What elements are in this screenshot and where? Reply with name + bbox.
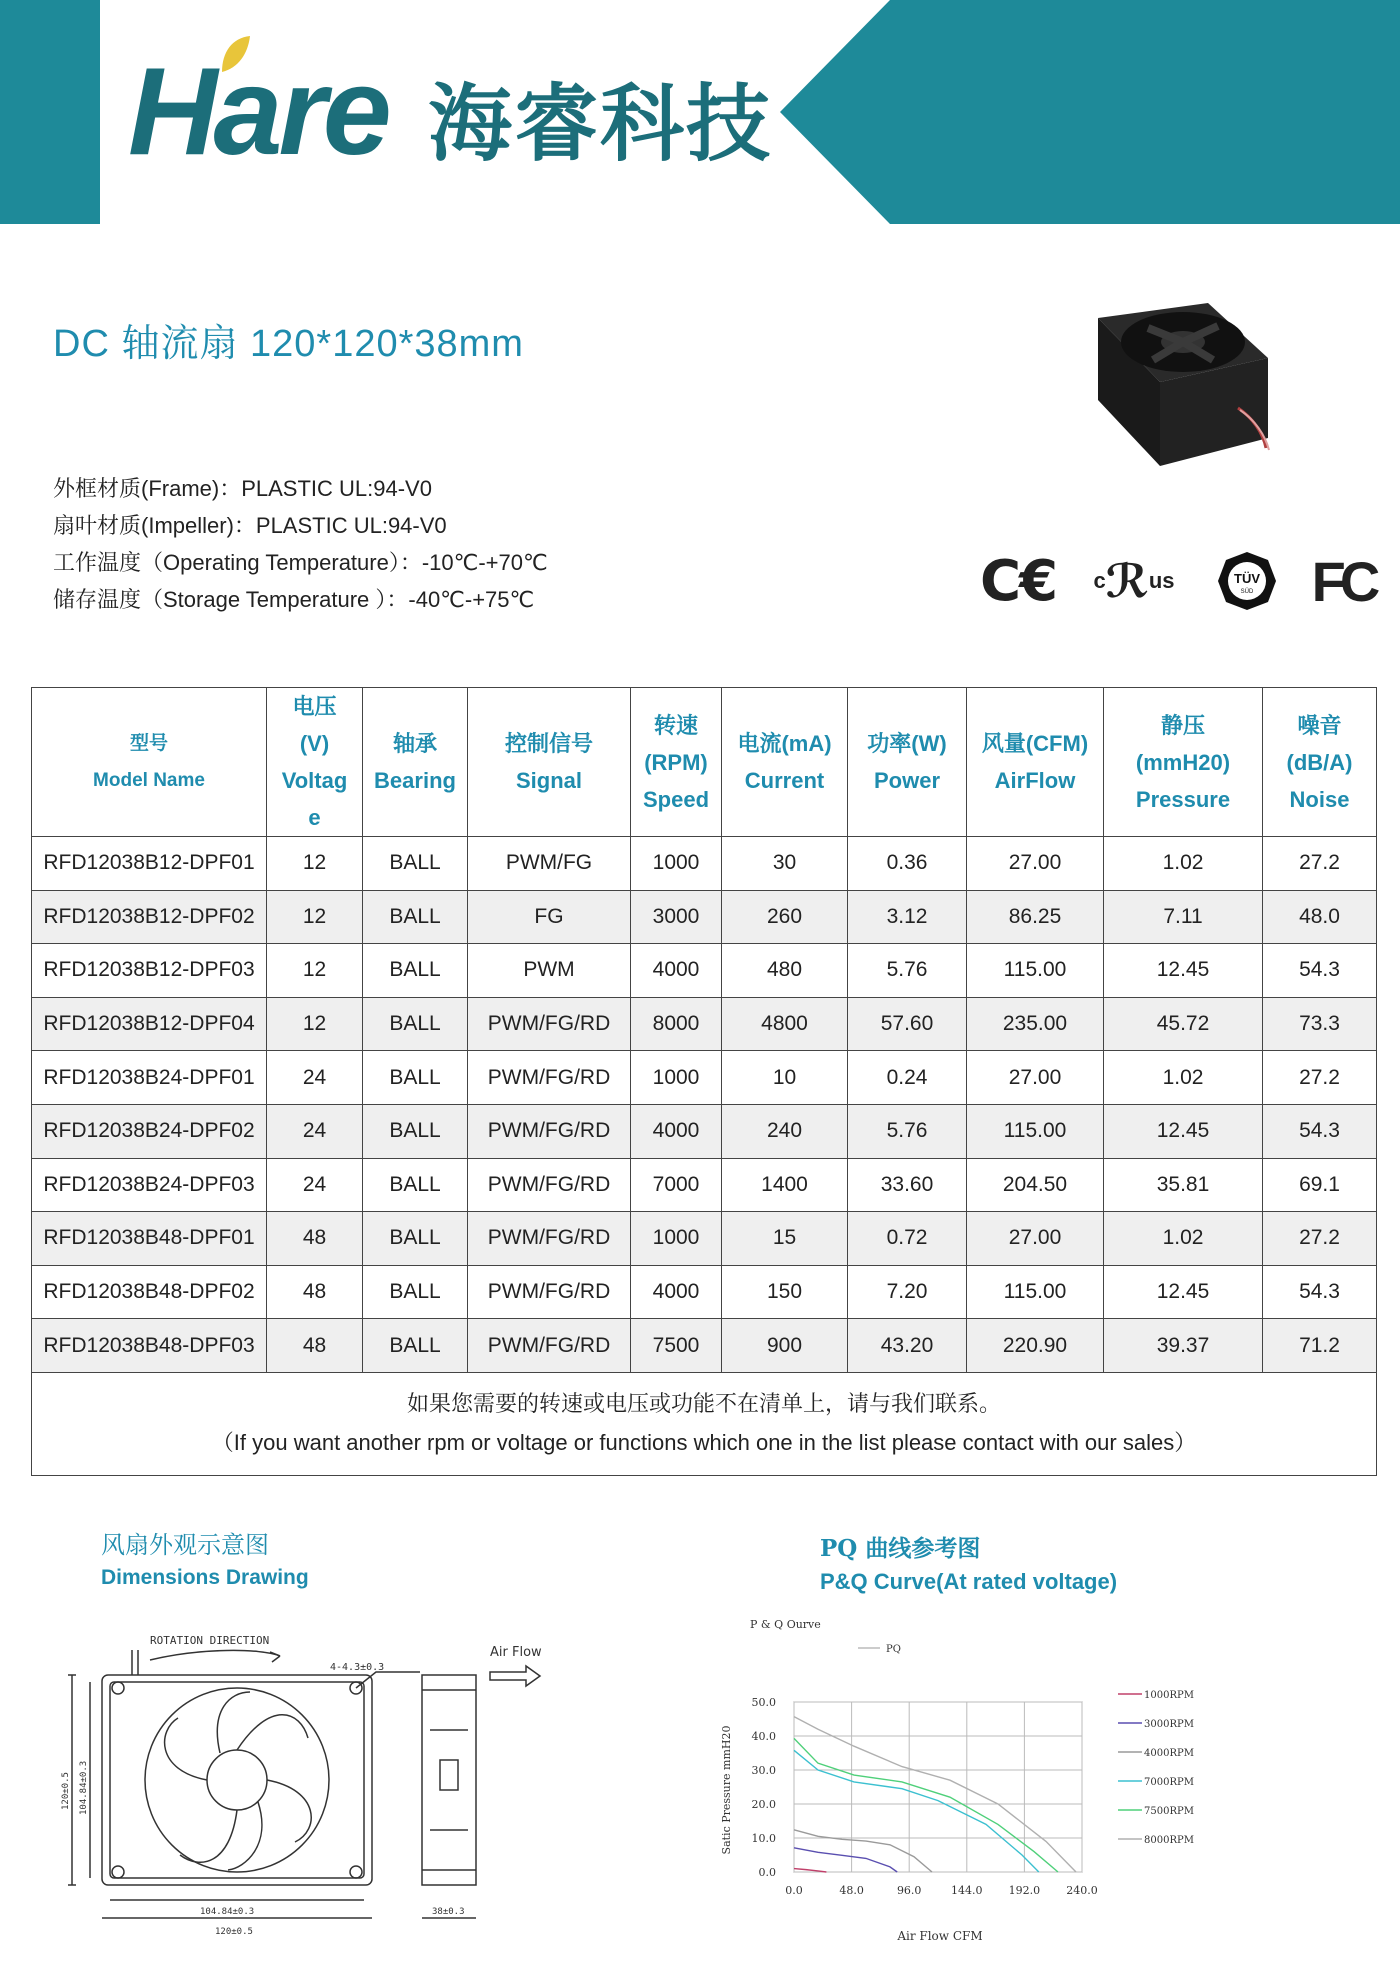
fcc-mark-icon: FC <box>1311 549 1375 613</box>
table-cell: 5.76 <box>848 1104 967 1158</box>
table-cell: 4000 <box>631 1265 722 1319</box>
table-cell: 24 <box>267 1158 363 1212</box>
pq-legend-label: PQ <box>886 1644 901 1655</box>
pq-series-line <box>794 1869 826 1872</box>
table-cell: 10 <box>722 1051 848 1105</box>
table-cell: 30 <box>722 837 848 891</box>
footer-note-cn: 如果您需要的转速或电压或功能不在清单上，请与我们联系。 <box>406 1391 1001 1417</box>
table-cell: 240 <box>722 1104 848 1158</box>
airflow-label: Air Flow <box>490 1645 542 1660</box>
table-cell: 115.00 <box>967 1265 1104 1319</box>
table-cell: RFD12038B12-DPF04 <box>32 997 267 1051</box>
table-cell: 204.50 <box>967 1158 1104 1212</box>
table-header-row <box>32 688 1377 837</box>
chart-title: P & Q Ourve <box>750 1618 821 1631</box>
table-body <box>32 837 1377 1373</box>
table-cell: 12.45 <box>1104 1104 1263 1158</box>
table-cell: 4000 <box>631 1104 722 1158</box>
table-cell: 27.00 <box>967 837 1104 891</box>
table-cell: BALL <box>363 1212 468 1266</box>
y-tick-label: 20.0 <box>751 1798 776 1811</box>
x-tick-label: 144.0 <box>951 1884 983 1897</box>
table-cell: 4800 <box>722 997 848 1051</box>
table-cell: BALL <box>363 997 468 1051</box>
spec-impeller: 扇叶材质(Impeller)：PLASTIC UL:94-V0 <box>53 513 447 538</box>
table-cell: PWM/FG/RD <box>468 1051 631 1105</box>
pq-series-line <box>794 1717 1076 1872</box>
table-cell: PWM/FG/RD <box>468 1319 631 1373</box>
y-tick-label: 10.0 <box>751 1832 776 1845</box>
header-signal: 控制信号 Signal <box>468 688 631 837</box>
table-cell: RFD12038B12-DPF02 <box>32 890 267 944</box>
table-row <box>32 837 1377 891</box>
table-cell: BALL <box>363 1265 468 1319</box>
header-band-left <box>0 0 100 224</box>
logo-chinese-name: 海睿科技 <box>428 74 773 173</box>
table-cell: BALL <box>363 837 468 891</box>
header-current: 电流(mA) Current <box>722 688 848 837</box>
table-cell: 48 <box>267 1265 363 1319</box>
table-cell: 69.1 <box>1263 1158 1377 1212</box>
table-footer-row <box>32 1372 1377 1475</box>
table-cell: PWM/FG/RD <box>468 1104 631 1158</box>
table-cell: 48.0 <box>1263 890 1377 944</box>
legend-label: 7000RPM <box>1144 1777 1194 1788</box>
ce-mark-icon: C€ <box>979 548 1057 614</box>
table-cell: PWM/FG/RD <box>468 1158 631 1212</box>
table-cell: BALL <box>363 890 468 944</box>
outer-height-label: 120±0.5 <box>61 1772 71 1810</box>
table-cell: 43.20 <box>848 1319 967 1373</box>
footer-note-en: （If you want another rpm or voltage or functions which one in the list please contact with our sales） <box>211 1429 1197 1455</box>
table-cell: 12 <box>267 837 363 891</box>
table-cell: 0.24 <box>848 1051 967 1105</box>
brand-logo <box>128 40 773 190</box>
table-cell: 27.00 <box>967 1212 1104 1266</box>
table-cell: PWM/FG/RD <box>468 1212 631 1266</box>
table-cell: BALL <box>363 1104 468 1158</box>
rotation-direction-label: ROTATION DIRECTION <box>150 1634 270 1647</box>
y-tick-label: 30.0 <box>751 1764 776 1777</box>
table-cell: 7.20 <box>848 1265 967 1319</box>
x-tick-label: 0.0 <box>785 1884 803 1897</box>
table-cell: RFD12038B48-DPF02 <box>32 1265 267 1319</box>
table-cell: 33.60 <box>848 1158 967 1212</box>
dimensions-title-cn: 风扇外观示意图 <box>101 1531 269 1559</box>
table-cell: BALL <box>363 1319 468 1373</box>
table-cell: 235.00 <box>967 997 1104 1051</box>
table-cell: 54.3 <box>1263 1104 1377 1158</box>
table-cell: 900 <box>722 1319 848 1373</box>
dimensions-drawing <box>40 1620 560 1940</box>
table-cell: 12 <box>267 997 363 1051</box>
table-cell: 54.3 <box>1263 1265 1377 1319</box>
table-cell: 1000 <box>631 837 722 891</box>
table-cell: BALL <box>363 1158 468 1212</box>
table-cell: 35.81 <box>1104 1158 1263 1212</box>
legend-label: 1000RPM <box>1144 1690 1194 1701</box>
table-footer-note <box>32 1372 1377 1475</box>
y-tick-label: 0.0 <box>758 1866 776 1879</box>
table-cell: 0.72 <box>848 1212 967 1266</box>
svg-text:SÜD: SÜD <box>1240 589 1254 595</box>
table-cell: 1000 <box>631 1212 722 1266</box>
table-cell: PWM <box>468 944 631 998</box>
table-cell: 3.12 <box>848 890 967 944</box>
table-cell: PWM/FG/RD <box>468 997 631 1051</box>
table-cell: 71.2 <box>1263 1319 1377 1373</box>
table-cell: 1000 <box>631 1051 722 1105</box>
pq-title-en: P&Q Curve(At rated voltage) <box>820 1569 1118 1594</box>
table-cell: 1.02 <box>1104 1051 1263 1105</box>
table-cell: BALL <box>363 944 468 998</box>
plot-area <box>794 1702 1082 1872</box>
material-specs <box>53 470 548 618</box>
table-cell: 8000 <box>631 997 722 1051</box>
spec-storage-temperature: 储存温度（Storage Temperature ）：-40℃-+75℃ <box>53 587 535 612</box>
table-cell: 1.02 <box>1104 837 1263 891</box>
product-title: DC 轴流扇 120*120*38mm <box>53 323 524 365</box>
header-bearing: 轴承 Bearing <box>363 688 468 837</box>
table-cell: RFD12038B24-DPF03 <box>32 1158 267 1212</box>
spec-operating-temperature: 工作温度（Operating Temperature）：-10℃-+70℃ <box>53 550 548 575</box>
table-cell: 260 <box>722 890 848 944</box>
table-row <box>32 1158 1377 1212</box>
x-tick-label: 48.0 <box>839 1884 864 1897</box>
table-cell: 24 <box>267 1104 363 1158</box>
header-speed: 转速 (RPM) Speed <box>631 688 722 837</box>
y-tick-label: 40.0 <box>751 1730 776 1743</box>
table-cell: FG <box>468 890 631 944</box>
svg-text:TÜV: TÜV <box>1234 571 1260 586</box>
outer-width-label: 120±0.5 <box>215 1927 253 1937</box>
legend-label: 7500RPM <box>1144 1806 1194 1817</box>
table-cell: RFD12038B12-DPF01 <box>32 837 267 891</box>
table-cell: 48 <box>267 1212 363 1266</box>
table-cell: 480 <box>722 944 848 998</box>
table-cell: 27.2 <box>1263 837 1377 891</box>
header-pressure: 静压 (mmH20) Pressure <box>1104 688 1263 837</box>
y-tick-label: 50.0 <box>751 1696 776 1709</box>
table-cell: 115.00 <box>967 1104 1104 1158</box>
tuv-mark-icon <box>1216 550 1278 612</box>
table-cell: 48 <box>267 1319 363 1373</box>
table-cell: 4000 <box>631 944 722 998</box>
header-band-right <box>780 0 1400 224</box>
logo-wordmark: Hare <box>128 43 388 181</box>
table-cell: RFD12038B24-DPF01 <box>32 1051 267 1105</box>
x-axis-label: Air Flow CFM <box>897 1929 983 1943</box>
pq-title-cn: PQ 曲线参考图 <box>820 1535 981 1562</box>
table-cell: 12 <box>267 944 363 998</box>
table-row <box>32 1104 1377 1158</box>
table-cell: 24 <box>267 1051 363 1105</box>
legend-label: 3000RPM <box>1144 1719 1194 1730</box>
table-cell: 45.72 <box>1104 997 1263 1051</box>
table-cell: 12.45 <box>1104 1265 1263 1319</box>
certification-logos <box>972 550 1382 612</box>
table-cell: 7.11 <box>1104 890 1263 944</box>
table-row <box>32 944 1377 998</box>
dimensions-title-en: Dimensions Drawing <box>101 1566 309 1589</box>
table-cell: 7500 <box>631 1319 722 1373</box>
table-row <box>32 1051 1377 1105</box>
x-tick-label: 240.0 <box>1066 1884 1098 1897</box>
fan-product-image <box>1068 298 1278 468</box>
table-cell: 15 <box>722 1212 848 1266</box>
table-cell: 54.3 <box>1263 944 1377 998</box>
table-cell: RFD12038B48-DPF03 <box>32 1319 267 1373</box>
table-cell: 150 <box>722 1265 848 1319</box>
table-row <box>32 890 1377 944</box>
table-row <box>32 997 1377 1051</box>
table-cell: 1400 <box>722 1158 848 1212</box>
table-cell: 0.36 <box>848 837 967 891</box>
table-cell: 57.60 <box>848 997 967 1051</box>
table-cell: 3000 <box>631 890 722 944</box>
inner-height-label: 104.84±0.3 <box>79 1760 89 1815</box>
table-cell: 27.2 <box>1263 1212 1377 1266</box>
table-cell: 7000 <box>631 1158 722 1212</box>
table-cell: 115.00 <box>967 944 1104 998</box>
table-cell: RFD12038B48-DPF01 <box>32 1212 267 1266</box>
table-cell: 12.45 <box>1104 944 1263 998</box>
table-cell: BALL <box>363 1051 468 1105</box>
pq-series-line <box>794 1848 897 1872</box>
table-cell: 5.76 <box>848 944 967 998</box>
table-row <box>32 1212 1377 1266</box>
spec-frame: 外框材质(Frame)：PLASTIC UL:94-V0 <box>53 476 432 501</box>
y-axis-label: Satic Pressure mmH20 <box>720 1725 733 1855</box>
x-tick-label: 96.0 <box>896 1884 922 1897</box>
table-cell: 1.02 <box>1104 1212 1263 1266</box>
table-cell: 27.2 <box>1263 1051 1377 1105</box>
legend-label: 4000RPM <box>1144 1748 1194 1759</box>
table-cell: 39.37 <box>1104 1319 1263 1373</box>
header-voltage: 电压 (V) Voltag e <box>267 688 363 837</box>
header-airflow: 风量(CFM) AirFlow <box>967 688 1104 837</box>
table-row <box>32 1265 1377 1319</box>
table-row <box>32 1319 1377 1373</box>
depth-label: 38±0.3 <box>432 1907 465 1917</box>
table-cell: RFD12038B12-DPF03 <box>32 944 267 998</box>
x-tick-label: 192.0 <box>1008 1884 1041 1897</box>
table-cell: 12 <box>267 890 363 944</box>
legend-label: 8000RPM <box>1144 1835 1194 1846</box>
table-cell: 73.3 <box>1263 997 1377 1051</box>
table-cell: RFD12038B24-DPF02 <box>32 1104 267 1158</box>
table-cell: PWM/FG/RD <box>468 1265 631 1319</box>
table-cell: 220.90 <box>967 1319 1104 1373</box>
header-power: 功率(W) Power <box>848 688 967 837</box>
hole-size-label: 4-4.3±0.3 <box>330 1662 385 1673</box>
inner-width-label: 104.84±0.3 <box>200 1907 255 1917</box>
header-noise: 噪音 (dB/A) Noise <box>1263 688 1377 837</box>
header-model: 型号 Model Name <box>32 688 267 837</box>
pq-series-line <box>794 1830 932 1872</box>
ul-mark-icon: c ℛ us <box>1093 555 1175 607</box>
spec-table <box>31 687 1377 1476</box>
table-cell: 86.25 <box>967 890 1104 944</box>
table-cell: PWM/FG <box>468 837 631 891</box>
table-cell: 27.00 <box>967 1051 1104 1105</box>
pq-curve-chart <box>690 1610 1310 1955</box>
